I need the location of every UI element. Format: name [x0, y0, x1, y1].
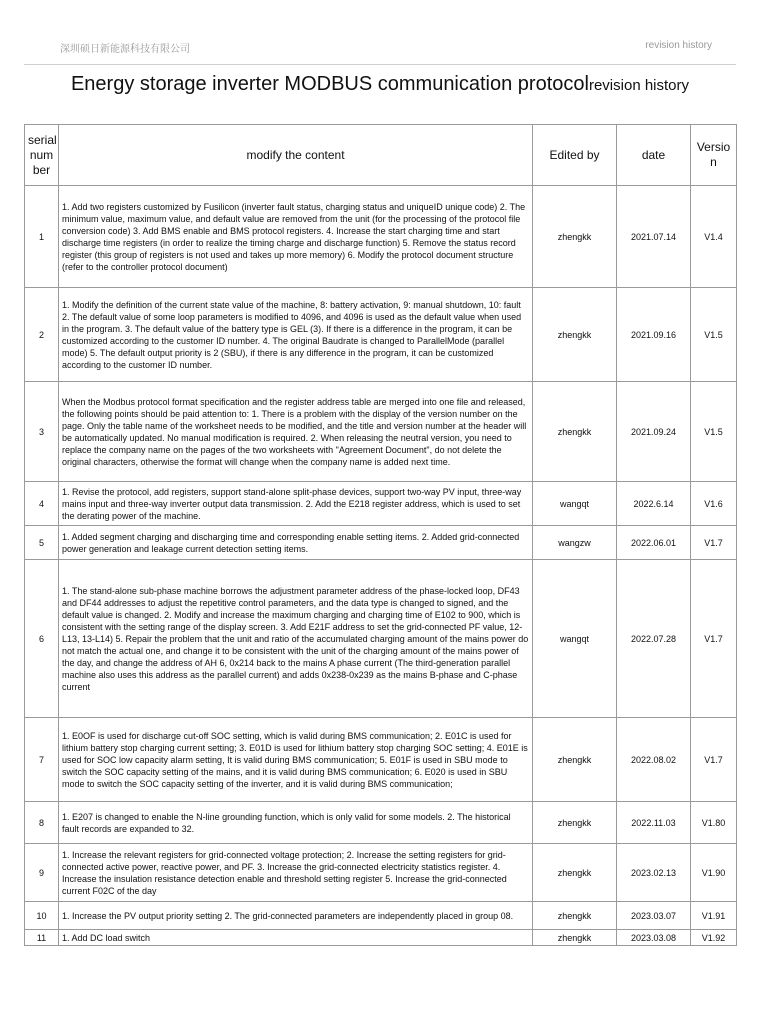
col-header-editor: Edited by	[533, 125, 617, 186]
editor-cell: zhengkk	[533, 902, 617, 930]
col-header-version: Versio n	[691, 125, 737, 186]
date-cell: 2022.11.03	[617, 802, 691, 844]
serial-cell: 10	[25, 902, 59, 930]
serial-cell: 9	[25, 844, 59, 902]
content-cell: 1. Revise the protocol, add registers, support stand-alone split-phase devices, support two-way PV input, three-way mains input and three-way inverter output data transmission. 2. Add the E218 register address, which is used to set the derating power of the machine.	[59, 482, 533, 526]
table-row	[25, 560, 737, 718]
serial-cell: 5	[25, 526, 59, 560]
content-cell: 1. Increase the PV output priority setting 2. The grid-connected parameters are independently placed in group 08.	[59, 902, 533, 930]
date-cell: 2021.07.14	[617, 186, 691, 288]
revision-history-table	[24, 124, 737, 946]
table-row	[25, 382, 737, 482]
version-cell: V1.6	[691, 482, 737, 526]
version-cell: V1.7	[691, 526, 737, 560]
version-cell: V1.80	[691, 802, 737, 844]
date-cell: 2022.08.02	[617, 718, 691, 802]
editor-cell: wangqt	[533, 560, 617, 718]
table-header-row	[25, 125, 737, 186]
table-row	[25, 802, 737, 844]
table-row	[25, 930, 737, 946]
col-header-date: date	[617, 125, 691, 186]
serial-cell: 8	[25, 802, 59, 844]
company-name: 深圳硕日新能源科技有限公司	[60, 44, 190, 55]
version-cell: V1.90	[691, 844, 737, 902]
version-cell: V1.5	[691, 288, 737, 382]
editor-cell: zhengkk	[533, 802, 617, 844]
version-cell: V1.4	[691, 186, 737, 288]
date-cell: 2021.09.16	[617, 288, 691, 382]
date-cell: 2022.6.14	[617, 482, 691, 526]
serial-cell: 11	[25, 930, 59, 946]
table-row	[25, 718, 737, 802]
col-header-serial: serial num ber	[25, 125, 59, 186]
date-cell: 2023.03.08	[617, 930, 691, 946]
date-cell: 2022.07.28	[617, 560, 691, 718]
document-title	[24, 72, 736, 98]
version-cell: V1.7	[691, 560, 737, 718]
table-row	[25, 482, 737, 526]
header-divider	[24, 64, 736, 65]
editor-cell: wangqt	[533, 482, 617, 526]
editor-cell: zhengkk	[533, 382, 617, 482]
title-main: Energy storage inverter MODBUS communication protocol	[70, 73, 589, 95]
serial-cell: 7	[25, 718, 59, 802]
content-cell: 1. Add two registers customized by Fusilicon (inverter fault status, charging status and uniqueID unique code) 2. The minimum value, maximum value, and default value are removed from the unit (for the processing of the protocol file conversion code) 3. Add BMS enable and BMS protocol registers. 4. Increase the start charging time and start discharge time registers (in order to realize the timing charge and discharge function) 5. Remove the status record register (this group of registers is not used and takes up more memory) 6. Modify the protocol document structure (refer to the controller protocol document)	[59, 186, 533, 288]
version-cell: V1.5	[691, 382, 737, 482]
editor-cell: zhengkk	[533, 930, 617, 946]
content-cell: 1. Added segment charging and discharging time and corresponding enable setting items. 2. Added grid-connected power generation and leakage current detection setting items.	[59, 526, 533, 560]
version-cell: V1.91	[691, 902, 737, 930]
table-row	[25, 186, 737, 288]
editor-cell: wangzw	[533, 526, 617, 560]
table-row	[25, 288, 737, 382]
content-cell: 1. The stand-alone sub-phase machine borrows the adjustment parameter address of the phase-locked loop, DF43 and DF44 addresses to adjust the repetitive control parameters, and the data type is changed to signed, and the default value is changed. 2. Modify and increase the maximum charging and charging time of E102 to 900, which is consistent with the setting range of the display screen. 3. Add E21F address to set the grid-connected PF value, 12-L13, 13-L14) 5. Repair the problem that the unit and ratio of the accumulated charging amount of the mains power do not match the actual one, and change it to be consistent with the unit of the charging amount of the mains power of the day, and change the address of AH 6, 0x214 back to the mains A phase current (The third-generation parallel machine also uses this address as the parallel current) and adds 0x238-0x239 as the mains B-phase and C-phase current	[59, 560, 533, 718]
content-cell: 1. Increase the relevant registers for grid-connected voltage protection; 2. Increase the setting registers for grid-connected active power, reactive power, and PF. 3. Increase the grid-connected electricity statistics register. 4. Increase the insulation resistance detection enable and threshold setting register 5. Increase the grid-connected current F02C of the day	[59, 844, 533, 902]
content-cell: 1. E207 is changed to enable the N-line grounding function, which is only valid for some models. 2. The historical fault records are expanded to 32.	[59, 802, 533, 844]
editor-cell: zhengkk	[533, 844, 617, 902]
editor-cell: zhengkk	[533, 186, 617, 288]
serial-cell: 3	[25, 382, 59, 482]
serial-cell: 4	[25, 482, 59, 526]
date-cell: 2022.06.01	[617, 526, 691, 560]
content-cell: 1. Add DC load switch	[59, 930, 533, 946]
table-row	[25, 902, 737, 930]
table-row	[25, 844, 737, 902]
serial-cell: 1	[25, 186, 59, 288]
version-cell: V1.92	[691, 930, 737, 946]
editor-cell: zhengkk	[533, 718, 617, 802]
content-cell: When the Modbus protocol format specification and the register address table are merged into one file and released, the following points should be paid attention to: 1. There is a problem with the display of the version number on the page. Only the table name of the worksheet needs to be modified, and the title and version number at the header will be automatically updated. No manual modification is required. 2. When releasing the neutral version, you need to replace the company name on the pages of the two worksheets with "Agreement Document", do not delete the original characters, otherwise the format will change when the company name is added next time.	[59, 382, 533, 482]
version-cell: V1.7	[691, 718, 737, 802]
content-cell: 1. Modify the definition of the current state value of the machine, 8: battery activation, 9: manual shutdown, 10: fault 2. The default value of some loop parameters is modified to 4096, and 4096 is used as the default value when used in the program. 3. The default value of the battery type is GEL (3). If there is a difference in the program, it can be customized according to the customer ID number. 4. The original Baudrate is changed to ParallelMode (parallel mode) 5. The default output priority is 2 (SBU), if there is any difference in the program, it can be customized according to the customer ID number.	[59, 288, 533, 382]
col-header-content: modify the content	[59, 125, 533, 186]
editor-cell: zhengkk	[533, 288, 617, 382]
page-header	[24, 40, 736, 58]
serial-cell: 6	[25, 560, 59, 718]
title-suffix: revision history	[588, 77, 690, 94]
date-cell: 2023.03.07	[617, 902, 691, 930]
date-cell: 2023.02.13	[617, 844, 691, 902]
table-row	[25, 526, 737, 560]
content-cell: 1. E0OF is used for discharge cut-off SOC setting, which is valid during BMS communication; 2. E01C is used for lithium battery stop charging current setting; 3. E01D is used for lithium battery stop charging SOC setting; 4. E01E is used for SOC low capacity alarm setting, It is valid during BMS communication; 5. E01F is used in SBU mode to switch the SOC capacity setting of the mains, and it is valid during BMS communication; 6. E020 is used in SBU mode to switch the SOC capacity setting of the inverter, and it is valid during BMS communication;	[59, 718, 533, 802]
date-cell: 2021.09.24	[617, 382, 691, 482]
header-section-label: revision history	[645, 40, 712, 51]
serial-cell: 2	[25, 288, 59, 382]
